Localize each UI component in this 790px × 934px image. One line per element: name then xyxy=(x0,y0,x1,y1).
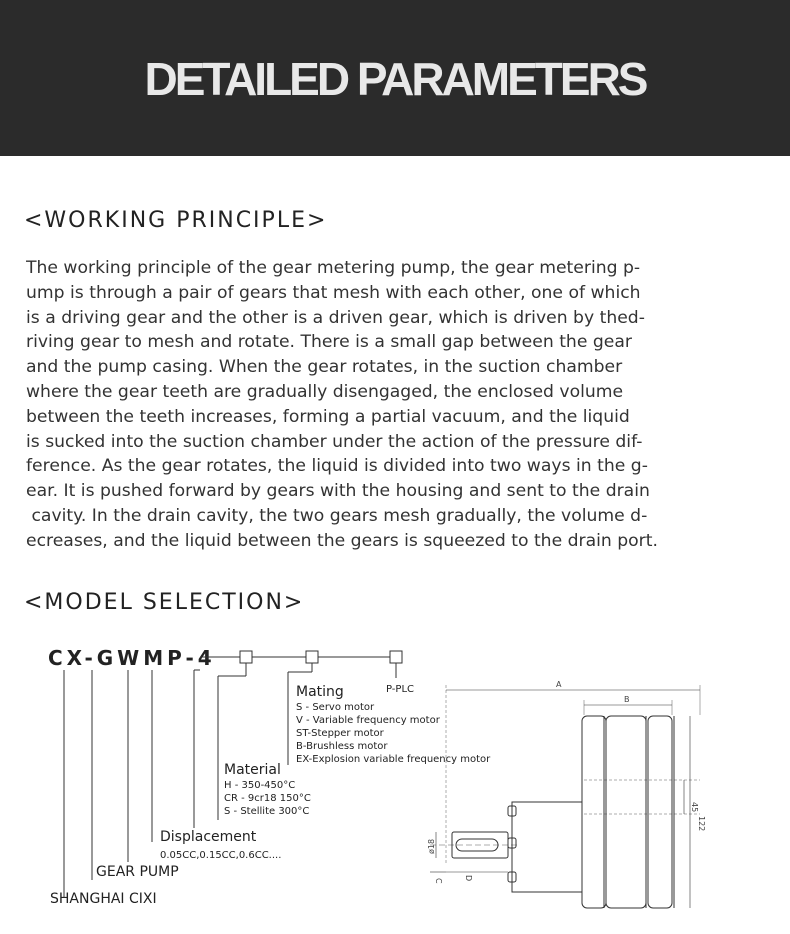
displacement-values: 0.05CC,0.15CC,0.6CC.... xyxy=(160,850,282,861)
text-line: ference. As the gear rotates, the liquid is divided into two ways in the g- xyxy=(26,456,648,477)
material-option: S - Stellite 300°C xyxy=(224,806,310,817)
text-line: The working principle of the gear metering pump, the gear metering p- xyxy=(26,258,641,278)
material-option: H - 350-450°C xyxy=(224,780,296,791)
text-line: and the pump casing. When the gear rotates, in the suction chamber xyxy=(26,357,623,378)
dimension-c-label: C xyxy=(434,878,443,884)
dimension-b-label: B xyxy=(624,695,630,704)
text-line: riving gear to mesh and rotate. There is a small gap between the gear xyxy=(26,332,632,353)
dimension-d-label: D xyxy=(464,875,473,882)
mating-title: Mating xyxy=(296,684,344,700)
material-option: CR - 9cr18 150°C xyxy=(224,793,311,804)
page-title: DETAILED PARAMETERS xyxy=(144,53,646,105)
working-principle-text xyxy=(26,256,766,554)
mating-option: EX-Explosion variable frequency motor xyxy=(296,754,491,765)
dimension-a-label: A xyxy=(556,680,562,689)
mating-option: B-Brushless motor xyxy=(296,741,388,752)
gear-pump-label: GEAR PUMP xyxy=(96,864,179,880)
text-line: ump is through a pair of gears that mesh with each other, one of which xyxy=(26,282,641,303)
origin-label: SHANGHAI CIXI xyxy=(50,891,157,907)
text-line: ecreases, and the liquid between the gears is squeezed to the drain port. xyxy=(26,530,658,551)
text-line: between the teeth increases, forming a partial vacuum, and the liquid xyxy=(26,406,630,427)
dimension-height-label: 122 xyxy=(697,816,706,832)
material-title: Material xyxy=(224,762,281,778)
text-line: is a driving gear and the other is a driven gear, which is driven by thed- xyxy=(26,307,645,328)
text-line: where the gear teeth are gradually disengaged, the enclosed volume xyxy=(26,381,624,402)
model-code: CX-GWMP-4 xyxy=(48,646,216,670)
model-selection-diagram xyxy=(0,630,790,930)
model-selection-heading: <MODEL SELECTION> xyxy=(24,590,305,615)
p-plc-label: P-PLC xyxy=(386,684,415,695)
dimension-inner-label: 45 xyxy=(690,802,699,813)
working-principle-heading: <WORKING PRINCIPLE> xyxy=(24,208,328,233)
header-banner xyxy=(0,0,790,156)
shaft-diameter-label: ø18 xyxy=(427,838,436,854)
mating-option: S - Servo motor xyxy=(296,702,375,713)
displacement-title: Displacement xyxy=(160,829,257,845)
mating-option: V - Variable frequency motor xyxy=(296,715,440,726)
text-line: is sucked into the suction chamber under the action of the pressure dif- xyxy=(26,431,643,452)
text-line: ear. It is pushed forward by gears with the housing and sent to the drain xyxy=(26,481,650,502)
text-line: cavity. In the drain cavity, the two gears mesh gradually, the volume d- xyxy=(26,505,648,526)
mating-option: ST-Stepper motor xyxy=(296,728,384,739)
